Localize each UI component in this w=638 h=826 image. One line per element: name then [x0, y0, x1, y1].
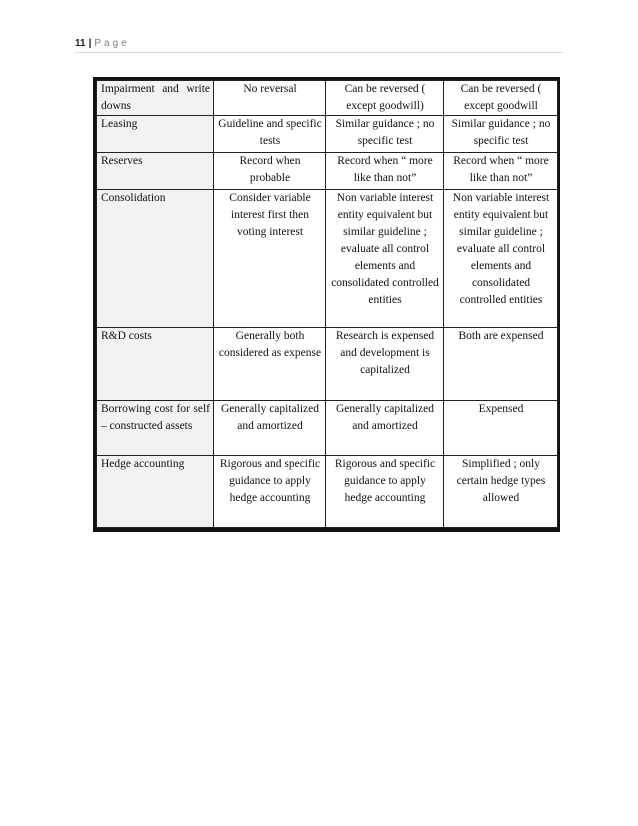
table-cell: Similar guidance ; no specific test — [444, 116, 558, 153]
table-row — [97, 456, 558, 528]
table-cell: Research is expensed and development is capitalized — [326, 328, 444, 401]
table-cell: Non variable interest entity equivalent but similar guideline ; evaluate all control elements and consolidated controlled entities — [444, 190, 558, 328]
table-cell: Generally capitalized and amortized — [214, 401, 326, 456]
table-cell: Record when probable — [214, 153, 326, 190]
table-cell: Record when “ more like than not” — [444, 153, 558, 190]
page-number: 11 — [75, 38, 86, 49]
table-row — [97, 153, 558, 190]
table-cell: Similar guidance ; no specific test — [326, 116, 444, 153]
table-cell: Record when “ more like than not” — [326, 153, 444, 190]
table-cell: Can be reversed ( except goodwill — [444, 81, 558, 116]
table-row — [97, 190, 558, 328]
comparison-table-frame — [93, 77, 560, 532]
row-topic-cell: Hedge accounting — [97, 456, 214, 528]
table-cell: Consider variable interest first then voting interest — [214, 190, 326, 328]
table-cell: Non variable interest entity equivalent but similar guideline ; evaluate all control elements and consolidated controlled entities — [326, 190, 444, 328]
table-cell: Rigorous and specific guidance to apply hedge accounting — [214, 456, 326, 528]
table-cell: Both are expensed — [444, 328, 558, 401]
table-cell: Expensed — [444, 401, 558, 456]
row-topic-cell: Consolidation — [97, 190, 214, 328]
table-row — [97, 81, 558, 116]
comparison-table — [96, 80, 558, 528]
table-row — [97, 401, 558, 456]
table-cell: Can be reversed ( except goodwill) — [326, 81, 444, 116]
table-row — [97, 328, 558, 401]
table-cell: Simplified ; only certain hedge types allowed — [444, 456, 558, 528]
table-cell: Generally both considered as expense — [214, 328, 326, 401]
row-topic-cell: Leasing — [97, 116, 214, 153]
row-topic-cell: Reserves — [97, 153, 214, 190]
table-cell: Rigorous and specific guidance to apply hedge accounting — [326, 456, 444, 528]
row-topic-cell: Impairment and write downs — [97, 81, 214, 116]
row-topic-cell: Borrowing cost for self – constructed assets — [97, 401, 214, 456]
table-cell: Generally capitalized and amortized — [326, 401, 444, 456]
table-row — [97, 116, 558, 153]
table-cell: No reversal — [214, 81, 326, 116]
page-word: Page — [94, 38, 130, 49]
table-cell: Guideline and specific tests — [214, 116, 326, 153]
page-separator: | — [88, 38, 92, 49]
page-header — [75, 38, 563, 53]
row-topic-cell: R&D costs — [97, 328, 214, 401]
